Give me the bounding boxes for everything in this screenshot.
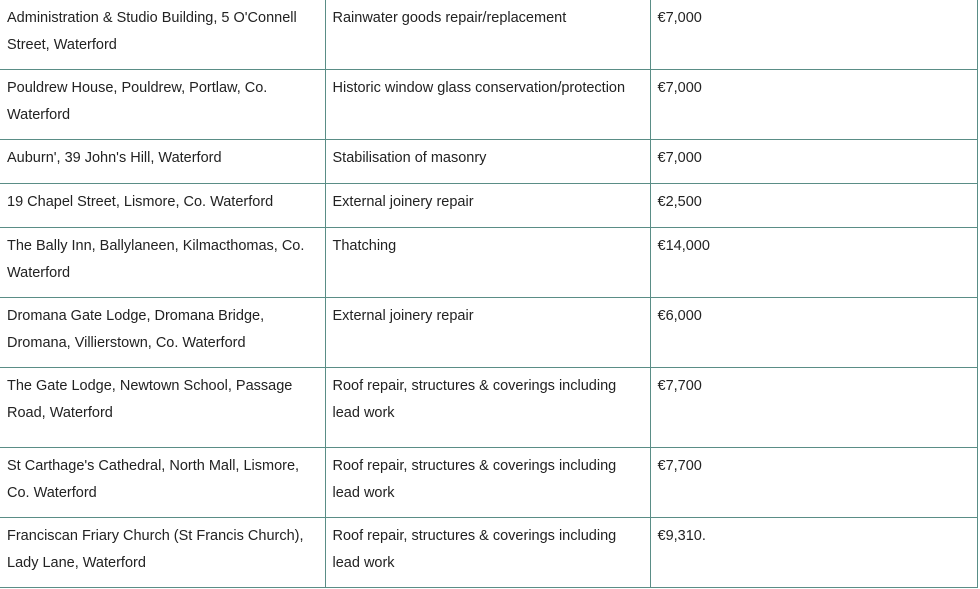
table-row [0,298,977,368]
works-cell: Thatching [325,228,650,298]
table-row [0,184,977,228]
address-cell: Auburn', 39 John's Hill, Waterford [0,140,325,184]
works-cell: Rainwater goods repair/replacement [325,0,650,70]
address-cell: The Bally Inn, Ballylaneen, Kilmacthomas, Co. Waterford [0,228,325,298]
amount-cell: €7,000 [650,140,977,184]
works-cell: Roof repair, structures & coverings including lead work [325,368,650,448]
works-cell: External joinery repair [325,184,650,228]
works-cell: Stabilisation of masonry [325,140,650,184]
amount-cell: €7,000 [650,70,977,140]
works-cell: Roof repair, structures & coverings including lead work [325,518,650,588]
works-cell: External joinery repair [325,298,650,368]
table-row [0,140,977,184]
address-cell: The Gate Lodge, Newtown School, Passage Road, Waterford [0,368,325,448]
address-cell: Dromana Gate Lodge, Dromana Bridge, Dromana, Villierstown, Co. Waterford [0,298,325,368]
amount-cell: €2,500 [650,184,977,228]
table-row [0,228,977,298]
amount-cell: €7,000 [650,0,977,70]
address-cell: Pouldrew House, Pouldrew, Portlaw, Co. Waterford [0,70,325,140]
address-cell: 19 Chapel Street, Lismore, Co. Waterford [0,184,325,228]
address-cell: Administration & Studio Building, 5 O'Connell Street, Waterford [0,0,325,70]
table-row [0,0,977,70]
amount-cell: €7,700 [650,448,977,518]
works-cell: Roof repair, structures & coverings including lead work [325,448,650,518]
works-cell: Historic window glass conservation/protection [325,70,650,140]
table-row [0,518,977,588]
amount-cell: €7,700 [650,368,977,448]
address-cell: Franciscan Friary Church (St Francis Church), Lady Lane, Waterford [0,518,325,588]
address-cell: St Carthage's Cathedral, North Mall, Lismore, Co. Waterford [0,448,325,518]
amount-cell: €6,000 [650,298,977,368]
table-row [0,70,977,140]
amount-cell: €14,000 [650,228,977,298]
amount-cell: €9,310. [650,518,977,588]
table-row [0,368,977,448]
table-row [0,448,977,518]
